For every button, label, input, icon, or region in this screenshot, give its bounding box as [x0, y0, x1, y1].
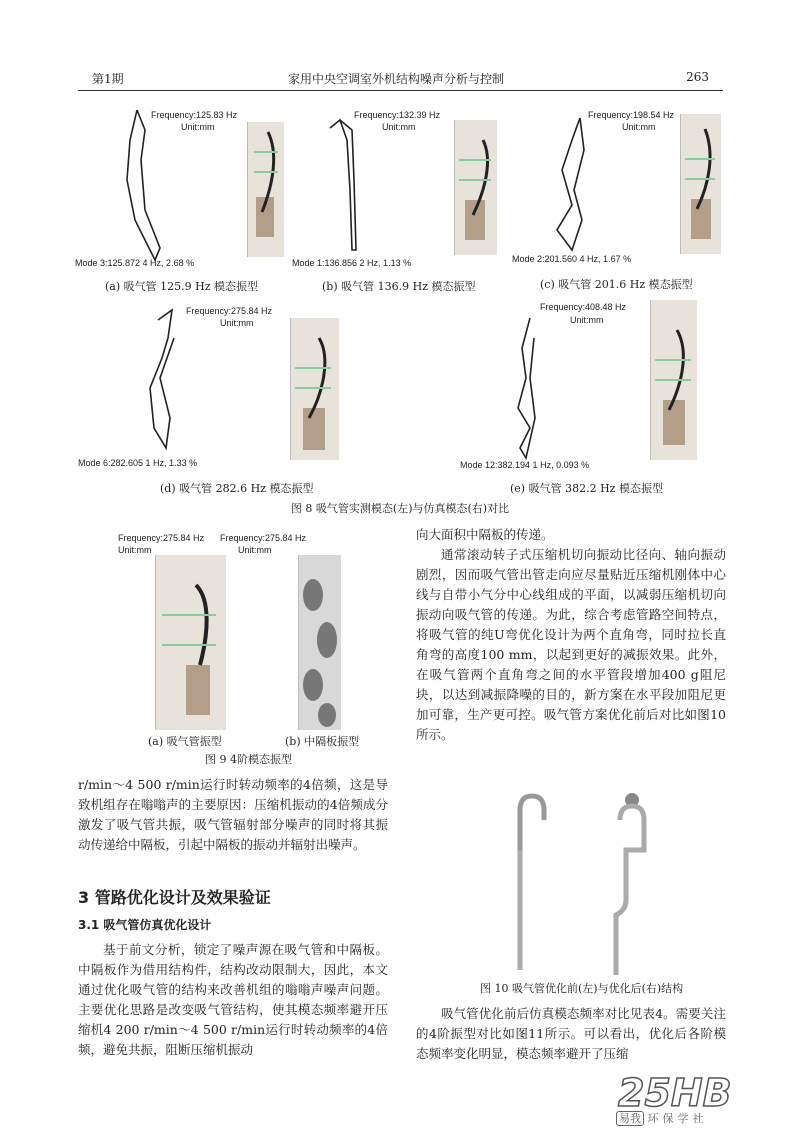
cad-model-image	[650, 300, 697, 460]
unit-label: Unit:mm	[220, 318, 254, 328]
fig9-subcaption-b: (b) 中隔板振型	[285, 735, 360, 748]
watermark-logo	[610, 1068, 790, 1128]
paragraph: r/min～4 500 r/min运行时转动频率的4倍频，这是导致机组存在嗡嗡声的主要原因：压缩机振动的4倍频成分激发了吸气管共振，吸气管辐射部分噪声的同时将其振动传递给中隔板，引起中隔板的振动并辐射出噪声。	[78, 777, 388, 852]
unit-label-b: Unit:mm	[238, 545, 272, 555]
mode-label: Mode 1:136.856 2 Hz, 1.13 %	[292, 258, 412, 268]
fig8-panel-d	[78, 298, 370, 498]
fig8-caption: 图 8 吸气管实测模态(左)与仿真模态(右)对比	[290, 502, 510, 515]
mode-label: Mode 6:282.605 1 Hz, 1.33 %	[78, 458, 198, 468]
cad-model-image	[454, 120, 497, 255]
mode-label: Mode 12:382.194 1 Hz, 0.093 %	[460, 460, 590, 470]
page-number: 263	[686, 70, 709, 84]
fig8-panel-c	[512, 100, 732, 295]
unit-label: Unit:mm	[181, 122, 215, 132]
frequency-label: Frequency:125.83 Hz	[151, 110, 238, 120]
header-rule	[78, 90, 723, 91]
left-column-mid-text	[78, 775, 388, 855]
left-column-bottom-text	[78, 940, 388, 1060]
fig9-pipe-mode-image	[155, 555, 226, 730]
mode-label: Mode 2:201.560 4 Hz, 1.67 %	[512, 254, 632, 264]
watermark-sub: 环保学社	[647, 1112, 708, 1125]
running-header	[78, 70, 723, 90]
fig10-pipes-image	[420, 790, 730, 980]
issue-number: 第1期	[92, 72, 124, 86]
mode-label: Mode 3:125.872 4 Hz, 2.68 %	[75, 258, 195, 268]
cad-model-image	[290, 318, 339, 460]
fig9	[80, 525, 400, 770]
section-heading: 3 管路优化设计及效果验证	[78, 888, 271, 907]
frequency-label: Frequency:198.54 Hz	[588, 110, 675, 120]
subcaption: (e) 吸气管 382.2 Hz 模态振型	[510, 482, 663, 495]
paragraph: 基于前文分析，锁定了噪声源在吸气管和中隔板。中隔板作为借用结构件，结构改动限制大，因此，本文通过优化吸气管的结构来改善机组的嗡嗡声噪声问题。主要优化思路是改变吸气管结构，使其模态频率避开压缩机4 200 r/min～4 500 r/min运行时转动频率的4倍频，避免共振，阻断压缩机振动	[78, 942, 388, 1057]
paragraph: 吸气管优化前后仿真模态频率对比见表4。需要关注的4阶振型对比如图11所示。可以看出，优化后各阶模态频率变化明显，模态频率避开了压缩	[416, 1006, 726, 1061]
unit-label: Unit:mm	[570, 315, 604, 325]
frequency-label: Frequency:132.39 Hz	[354, 110, 441, 120]
frequency-label-a: Frequency:275.84 Hz	[118, 533, 205, 543]
unit-label: Unit:mm	[382, 122, 416, 132]
fig8-panel-e	[460, 298, 730, 498]
fig9-panel-mode-image	[298, 555, 341, 730]
right-column-top-text	[416, 525, 726, 745]
cad-model-image	[247, 122, 284, 257]
fig10-caption: 图 10 吸气管优化前(左)与优化后(右)结构	[480, 982, 684, 995]
fig9-subcaption-a: (a) 吸气管振型	[148, 735, 222, 748]
subcaption: (d) 吸气管 282.6 Hz 模态振型	[160, 482, 314, 495]
watermark-badge: 易我	[616, 1111, 644, 1126]
right-column-bottom-text	[416, 1004, 726, 1064]
subsection-heading: 3.1 吸气管仿真优化设计	[78, 918, 212, 932]
unit-label: Unit:mm	[622, 122, 656, 132]
unit-label-a: Unit:mm	[118, 545, 152, 555]
cad-model-image	[680, 114, 721, 254]
paragraph: 向大面积中隔板的传递。	[416, 527, 554, 542]
fig8-panel-b	[292, 100, 522, 295]
fig10	[420, 790, 730, 1000]
subcaption: (b) 吸气管 136.9 Hz 模态振型	[322, 280, 476, 293]
subcaption: (a) 吸气管 125.9 Hz 模态振型	[105, 280, 259, 293]
frequency-label: Frequency:275.84 Hz	[186, 306, 273, 316]
subcaption: (c) 吸气管 201.6 Hz 模态振型	[540, 278, 693, 291]
fig8-panel-a	[75, 100, 305, 295]
journal-title: 家用中央空调室外机结构噪声分析与控制	[288, 72, 505, 86]
frequency-label-b: Frequency:275.84 Hz	[220, 533, 307, 543]
fig9-caption: 图 9 4阶模态振型	[205, 753, 292, 766]
paragraph: 通常滚动转子式压缩机切向振动比径向、轴向振动剧烈，因而吸气管出管走向应尽量贴近压缩机刚体中心线与自带小气分中心线组成的平面，以减弱压缩机切向振动向吸气管的传递。为此，综合考虑管路空间特点，将吸气管的纯U弯优化设计为两个直角弯，同时拉长直角弯的高度100 mm，以起到更好的减振效果。此外，在吸气管两个直角弯之间的水平管段增加400 g阻尼块，以达到减振降噪的目的，新方案在水平段加阻尼更加可靠，生产更可控。吸气管方案优化前后对比如图10所示。	[416, 547, 726, 742]
frequency-label: Frequency:408.48 Hz	[540, 302, 627, 312]
svg-text:25HB: 25HB	[618, 1071, 732, 1115]
